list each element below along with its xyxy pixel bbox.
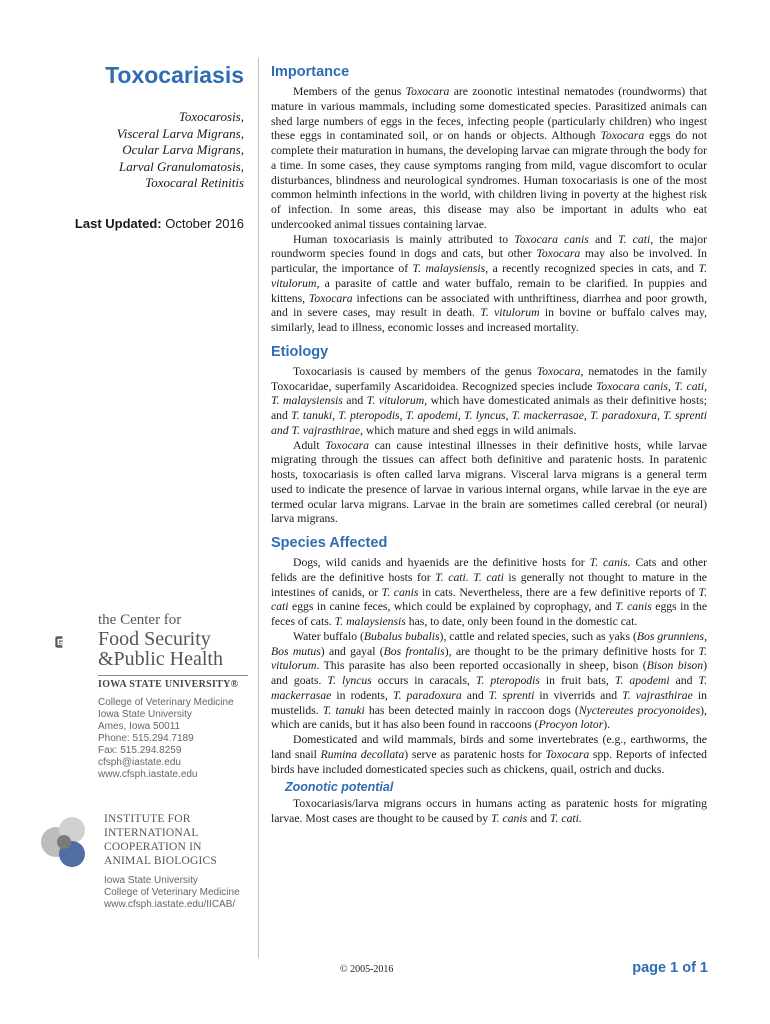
italic-term: Toxocara — [536, 247, 581, 261]
last-updated — [60, 216, 244, 231]
paragraph: Dogs, wild canids and hyaenids are the definitive hosts for T. canis. Cats and other felids are the definitive hosts for T. cati. T. cati is generally not thought to mature in the intestines of canids, or T. canis in cats. Nevertheless, there are a few definitive reports of T. cati eggs in canine feces, which could be explained by coprophagy, and T. canis eggs in the feces of cats. T. malaysiensis has, to date, only been found in the domestic cat. — [271, 556, 708, 628]
italic-term: T. cati, — [617, 232, 654, 246]
italic-term: Toxocara — [536, 364, 581, 378]
section-etiology — [271, 344, 707, 527]
italic-term: T. lyncus — [463, 409, 506, 422]
copyright: © 2005-2016 — [340, 964, 394, 975]
contact-block — [98, 697, 234, 781]
italic-term: T. paradoxura — [590, 409, 658, 422]
contact-website[interactable]: www.cfsph.iastate.edu — [98, 769, 198, 780]
italic-term: T. paradoxura — [392, 688, 462, 702]
subsection-heading: Zoonotic potential — [285, 780, 394, 795]
alias-item: Visceral Larva Migrans, — [116, 125, 244, 141]
contact-email[interactable]: cfsph@iastate.edu — [98, 757, 181, 768]
italic-term: T. pteropodis — [338, 409, 400, 422]
italic-term: Bos frontalis — [383, 644, 445, 658]
italic-term: Bos grunniens, Bos mutus — [271, 629, 708, 658]
divider — [98, 675, 248, 676]
italic-term: Toxocara — [325, 438, 370, 452]
university-name: IOWA STATE UNIVERSITY® — [98, 679, 239, 690]
column-divider — [258, 58, 259, 958]
sidebar — [0, 0, 258, 1024]
iicab-sub-line: College of Veterinary Medicine — [104, 887, 240, 898]
italic-term: Toxocara canis — [514, 232, 589, 246]
italic-term: Bubalus bubalis — [363, 629, 440, 643]
iicab-sub-line: Iowa State University — [104, 875, 198, 886]
alias-item: Toxocaral Retinitis — [145, 175, 244, 190]
italic-term: T. sprenti — [488, 688, 535, 702]
italic-term: T. lyncus — [327, 674, 372, 687]
page-number: page 1 of 1 — [632, 960, 708, 976]
italic-term: Toxocara — [600, 129, 645, 143]
section-heading: Importance — [271, 64, 350, 80]
italic-term: T. canis — [381, 585, 419, 599]
italic-term: Toxocara — [405, 85, 450, 98]
iicab-contact — [104, 875, 240, 911]
italic-term: T. malaysiensis — [412, 262, 486, 275]
contact-line: College of Veterinary Medicine — [98, 697, 234, 708]
last-updated-label: Last Updated: — [74, 216, 162, 231]
section-importance — [271, 64, 707, 336]
italic-term: Rumina decollata — [320, 747, 405, 761]
paragraph: Members of the genus Toxocara are zoonotic intestinal nematodes (roundworms) that mature in various mammals, including some domesticated species. Parasitized animals can shed large numbers of eggs in the feces, infecting people (particularly children) who ingest these eggs in contaminated soil, or on hands or objects. Although Toxocara eggs do not complete their maturation in humans, the developing larvae can migrate through the body for a time. In some cases, they cause symptoms ranging from mild, vague discomfort to ocular disturbances, blindness and neurological syndromes. Human toxocariasis is one of the most common helminth infections in the world, with children living in poverty at the highest risk of infection. In some areas, this disease may also be important in adults who eat undercooked animal tissues containing larvae. — [271, 85, 707, 231]
italic-term: T. canis — [491, 812, 528, 825]
iicab-line: INTERNATIONAL — [104, 827, 199, 839]
paragraph: Toxocariasis is caused by members of the genus Toxocara, nematodes in the family Toxocaridae, superfamily Ascaridoidea. Recognized species include Toxocara canis, T. cati, T. malaysiensis and T. vitulorum, which have domesticated animals as their definitive hosts; and T. tanuki, T. pteropodis, T. apodemi, T. lyncus, T. mackerrasae, T. paradoxura, T. sprenti and T. vajrasthirae, which mature and shed eggs in wild animals. — [271, 364, 708, 437]
italic-term: T. apodemi — [405, 409, 458, 422]
italic-term: T. vitulorum — [271, 644, 707, 673]
iicab-wordmark — [104, 812, 217, 868]
italic-term: T. mackerrasae — [511, 409, 584, 422]
italic-term: T. vajrasthirae — [622, 688, 693, 702]
aliases-list — [60, 109, 244, 192]
iicab-line: INSTITUTE FOR — [104, 813, 191, 825]
document-title: Toxocariasis — [105, 62, 244, 88]
cfsph-line-1: the Center for — [98, 612, 182, 628]
alias-item: Toxocarosis, — [178, 109, 244, 124]
italic-term: T. cati, T. malaysiensis — [271, 379, 707, 408]
italic-term: T. tanuki — [322, 703, 365, 717]
section-species-affected — [271, 535, 707, 827]
cfsph-wordmark — [98, 612, 223, 669]
section-heading: Species Affected — [271, 535, 388, 551]
alias-item: Larval Granulomatosis, — [119, 158, 244, 174]
cfsph-line-3: &Public Health — [98, 648, 223, 670]
italic-term: T. mackerrasae — [271, 674, 707, 702]
contact-line: Fax: 515.294.8259 — [98, 745, 182, 756]
last-updated-value: October 2016 — [165, 216, 244, 231]
paragraph: Human toxocariasis is mainly attributed to Toxocara canis and T. cati, the major roundworm species found in dogs and cats, but other Toxocara may also be involved. In particular, the importance of T. malaysiensis, a recently recognized species in cats, and T. vitulorum, a parasite of cattle and water buffalo, remain to be clarified. In puppies and kittens, Toxocara infections can be associated with unthriftiness, diarrhea and poor growth, and in severe cases, may result in death. T. vitulorum in bovine or buffalo calves may, similarly, lead to illness, economic losses and increased mortality. — [271, 232, 707, 334]
iicab-line: COOPERATION IN — [104, 841, 202, 853]
italic-term: T. tanuki — [291, 409, 333, 422]
italic-term: T. canis. — [589, 556, 631, 569]
italic-term: T. cati. — [549, 812, 582, 825]
italic-term: Toxocara canis — [595, 379, 668, 393]
paragraph: Toxocariasis/larva migrans occurs in humans acting as paratenic hosts for migrating larvae. Most cases are thought to be caused by T. canis and T. cati. — [271, 797, 707, 825]
italic-term: T. pteropodis — [475, 674, 540, 687]
italic-term: T. cati. T. cati — [435, 570, 504, 584]
italic-term: Toxocara — [545, 747, 590, 761]
paragraph: Domesticated and wild mammals, birds and some invertebrates (e.g., earthworms, the land snail Rumina decollata) serve as paratenic hosts for Toxocara spp. Reports of infected birds have included domesticated species such as chickens, quail, ostrich and ducks. — [271, 733, 707, 776]
italic-term: T. vitulorum, — [366, 394, 428, 408]
italic-term: Procyon lotor — [538, 718, 604, 732]
iicab-website[interactable]: www.cfsph.iastate.edu/IICAB/ — [104, 899, 236, 910]
italic-term: T. malaysiensis — [334, 615, 406, 628]
contact-line: Iowa State University — [98, 709, 192, 720]
section-heading: Etiology — [271, 343, 329, 360]
italic-term: T. vitulorum — [480, 306, 540, 320]
cfsph-logo-icon — [54, 612, 98, 672]
italic-term: T. sprenti and T. vajrasthirae — [271, 409, 708, 437]
alias-item: Ocular Larva Migrans, — [122, 142, 244, 157]
italic-term: T. vitulorum — [271, 262, 707, 290]
cfsph-line-2: Food Security — [98, 628, 211, 650]
italic-term: Nyctereutes procyonoides — [578, 703, 701, 717]
italic-term: T. canis — [615, 600, 652, 614]
italic-term: T. apodemi — [614, 674, 670, 687]
italic-term: Toxocara — [308, 291, 353, 305]
contact-line: Ames, Iowa 50011 — [98, 721, 181, 732]
iicab-line: ANIMAL BIOLOGICS — [104, 855, 217, 867]
paragraph: Adult Toxocara can cause intestinal illnesses in their definitive hosts, while larvae migrating through the tissues can affect both definitive and paratenic hosts. In paratenic hosts, toxocariasis is often called larva migrans. Visceral larva migrans is a general term used to indicate the presence of larvae in various internal organs, while larvae in the eye are termed ocular larva migrans. Larvae in the brain are sometimes called cerebral (or neural) larva migrans. — [271, 438, 707, 526]
italic-term: T. cati — [271, 585, 707, 614]
contact-line: Phone: 515.294.7189 — [98, 733, 194, 744]
main-content — [271, 64, 707, 835]
iicab-logo-icon — [36, 812, 98, 872]
italic-term: Bison bison — [646, 659, 704, 673]
paragraph: Water buffalo (Bubalus bubalis), cattle and related species, such as yaks (Bos grunniens, Bos mutus) and gayal (Bos frontalis), are thought to be the primary definitive hosts for T. vitulorum. This parasite has also been reported occasionally in sheep, bison (Bison bison) and goats. T. lyncus occurs in caracals, T. pteropodis in fruit bats, T. apodemi and T. mackerrasae in rodents, T. paradoxura and T. sprenti in viverrids and T. vajrasthirae in mustelids. T. tanuki has been detected mainly in raccoon dogs (Nyctereutes procyonoides), which are canids, but it has also been found in raccoons (Procyon lotor). — [271, 629, 708, 732]
